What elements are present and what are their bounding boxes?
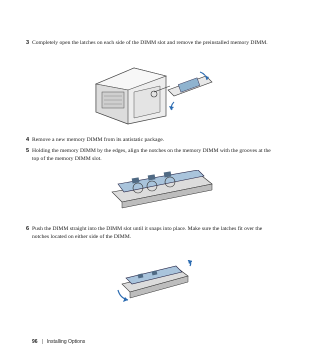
step-number: 3 [26,40,30,46]
dimm-alignment-illustration [108,170,218,216]
step-text: Holding the memory DIMM by the edges, align the notches on the memory DIMM with the grooves at the top of the memory DIMM slot. [32,148,271,162]
step-text: Completely open the latches on each side of the DIMM slot and remove the preinstalled memory DIMM. [32,40,268,46]
section-title: Installing Options [46,339,86,345]
step-4 [26,137,272,145]
step-text: Remove a new memory DIMM from its antistatic package. [32,137,165,143]
step-text: Push the DIMM straight into the DIMM slot until it snaps into place. Make sure the latches fit over the notches located on either side of the DIMM. [32,226,263,240]
step-5 [26,148,272,163]
page-footer [32,339,85,345]
footer-separator: | [41,339,43,345]
printer-dimm-slot-illustration [82,62,218,128]
step-number: 4 [26,137,30,143]
step-3 [26,40,272,48]
dimm-insertion-illustration [116,260,192,304]
page-number: 96 [32,339,38,345]
step-number: 6 [26,226,30,232]
step-number: 5 [26,148,30,154]
step-6 [26,226,272,241]
